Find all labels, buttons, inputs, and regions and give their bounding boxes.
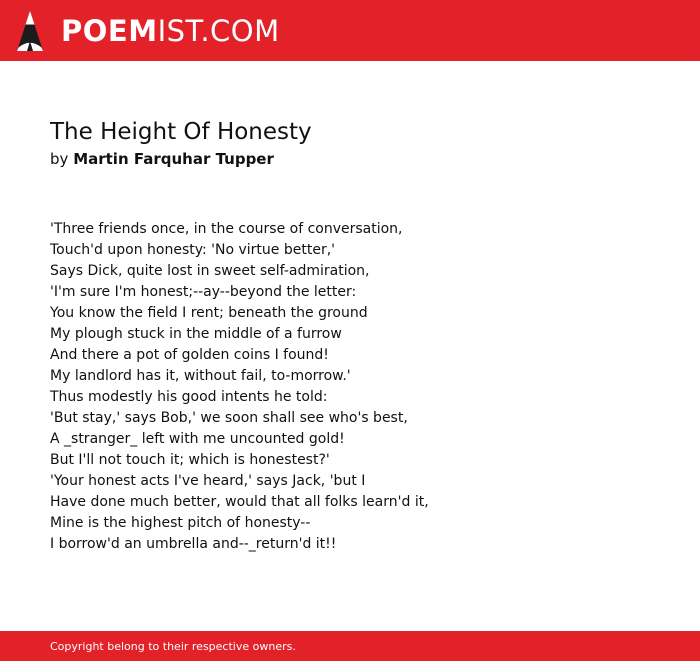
poem-line: And there a pot of golden coins I found!: [50, 347, 329, 363]
logo-text-light: IST.COM: [157, 14, 280, 48]
by-label: by: [50, 150, 69, 168]
poem-line: Says Dick, quite lost in sweet self-admiration,: [50, 263, 370, 279]
poem-line: 'I'm sure I'm honest;--ay--beyond the letter:: [50, 284, 357, 300]
poem-line: My landlord has it, without fail, to-morrow.': [50, 368, 351, 384]
poem-line: A _stranger_ left with me uncounted gold!: [50, 431, 345, 447]
poem-line: Thus modestly his good intents he told:: [50, 389, 328, 405]
site-header: [0, 0, 700, 61]
site-logo[interactable]: [61, 13, 280, 49]
poem-title: The Height Of Honesty: [50, 119, 312, 145]
poem-line: Touch'd upon honesty: 'No virtue better,': [50, 242, 335, 258]
pencil-tip-icon[interactable]: [16, 10, 44, 52]
poem-line: 'Three friends once, in the course of conversation,: [50, 221, 403, 237]
site-footer: [0, 631, 700, 661]
poem-line: My plough stuck in the middle of a furrow: [50, 326, 342, 342]
poem-body: [50, 219, 429, 555]
poem-line: Have done much better, would that all folks learn'd it,: [50, 494, 429, 510]
byline: [50, 148, 274, 170]
poem-line: I borrow'd an umbrella and--_return'd it!!: [50, 536, 337, 552]
logo-text-bold: POEM: [61, 14, 158, 48]
copyright-notice: Copyright belong to their respective owners.: [50, 640, 296, 653]
poem-line: 'Your honest acts I've heard,' says Jack, 'but I: [50, 473, 366, 489]
poem-line: Mine is the highest pitch of honesty--: [50, 515, 311, 531]
poem-line: But I'll not touch it; which is honestest?': [50, 452, 330, 468]
poem-line: You know the field I rent; beneath the ground: [50, 305, 368, 321]
author-name[interactable]: Martin Farquhar Tupper: [73, 150, 274, 168]
poem-line: 'But stay,' says Bob,' we soon shall see who's best,: [50, 410, 408, 426]
